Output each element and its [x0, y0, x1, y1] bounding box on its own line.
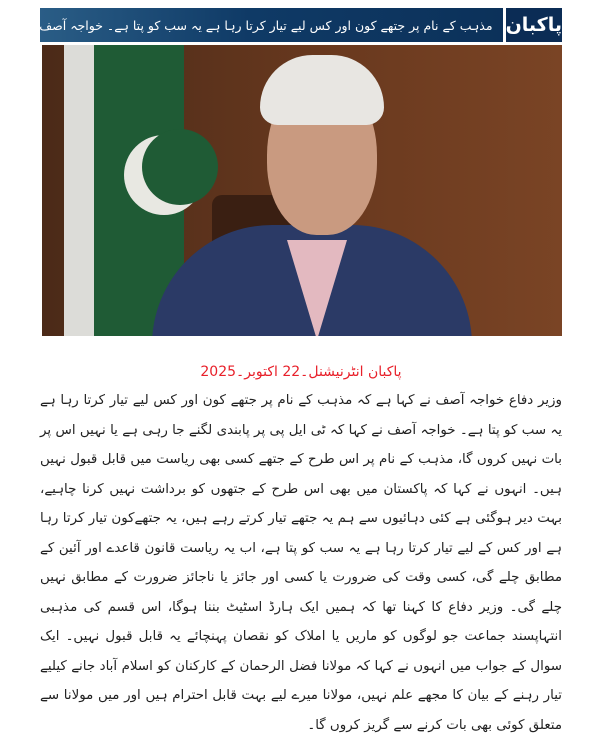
dateline: پاکبان انٹرنیشنل۔22 اکتوبر۔2025 — [200, 364, 402, 380]
article-body: وزیر دفاع خواجہ آصف نے کہا ہے کہ مذہب کے نام پر جتھے کون اور کس لیے تیار کرتا رہا ہے یہ سب کو پتا ہے۔ خواجہ آصف نے کہا کہ ٹی ایل پی پر پابندی لگنے جا رہی ہے یا نہیں اس پر بات نہیں کروں گا، مذہب کے نام پر اس طرح کے جتھے کسی بھی ریاست میں قابل قبول نہیں ہیں۔ انہوں نے کہا کہ پاکستان میں بھی اس طرح کے جتھوں کو برداشت نہیں کرنا چاہیے، بہت دیر ہوگئی ہے کئی دہائیوں سے ہم یہ جتھے تیار کرتے رہے ہیں، یہ جتھےکون تیار کرتا رہا ہے اور کس کے لیے تیار کرتا رہا ہے یہ سب کو پتا ہے، اب یہ ریاست قانون قاعدے اور آئین کے مطابق چلے گی، کسی وقت کی ضرورت یا کسی اور جائز یا ناجائز ضرورت کے مطابق نہیں چلے گی۔ وزیر دفاع کا کہنا تھا کہ ہمیں ایک ہارڈ اسٹیٹ بننا ہوگا، اس قسم کی مذہبی انتہاپسند جماعت جو لوگوں کو ماریں یا املاک کو نقصان پہنچائے یہ قابل قبول نہیں۔ ایک سوال کے جواب میں انہوں نے کہا کہ مولانا فضل الرحمان کے کارکنان کو اسلام آباد جانے کیلیے تیار رہنے کے بیان کا مجھے علم نہیں، مولانا میرے لیے بہت قابل احترام ہیں اور میں مولانا سے متعلق کوئی بھی بات کرنے سے گریز کروں گا۔ — [40, 393, 562, 733]
headline-text: مذہب کے نام پر جتھے کون اور کس لیے تیار کرتا رہا ہے یہ سب کو پتا ہے۔ خواجہ آصف — [39, 17, 493, 33]
crescent-icon — [124, 135, 204, 215]
brand-logo: پاکبان — [503, 8, 562, 42]
person-hair — [260, 55, 384, 125]
headline-banner — [40, 8, 562, 42]
article-photo — [42, 45, 562, 336]
flag-white-stripe — [64, 45, 94, 336]
